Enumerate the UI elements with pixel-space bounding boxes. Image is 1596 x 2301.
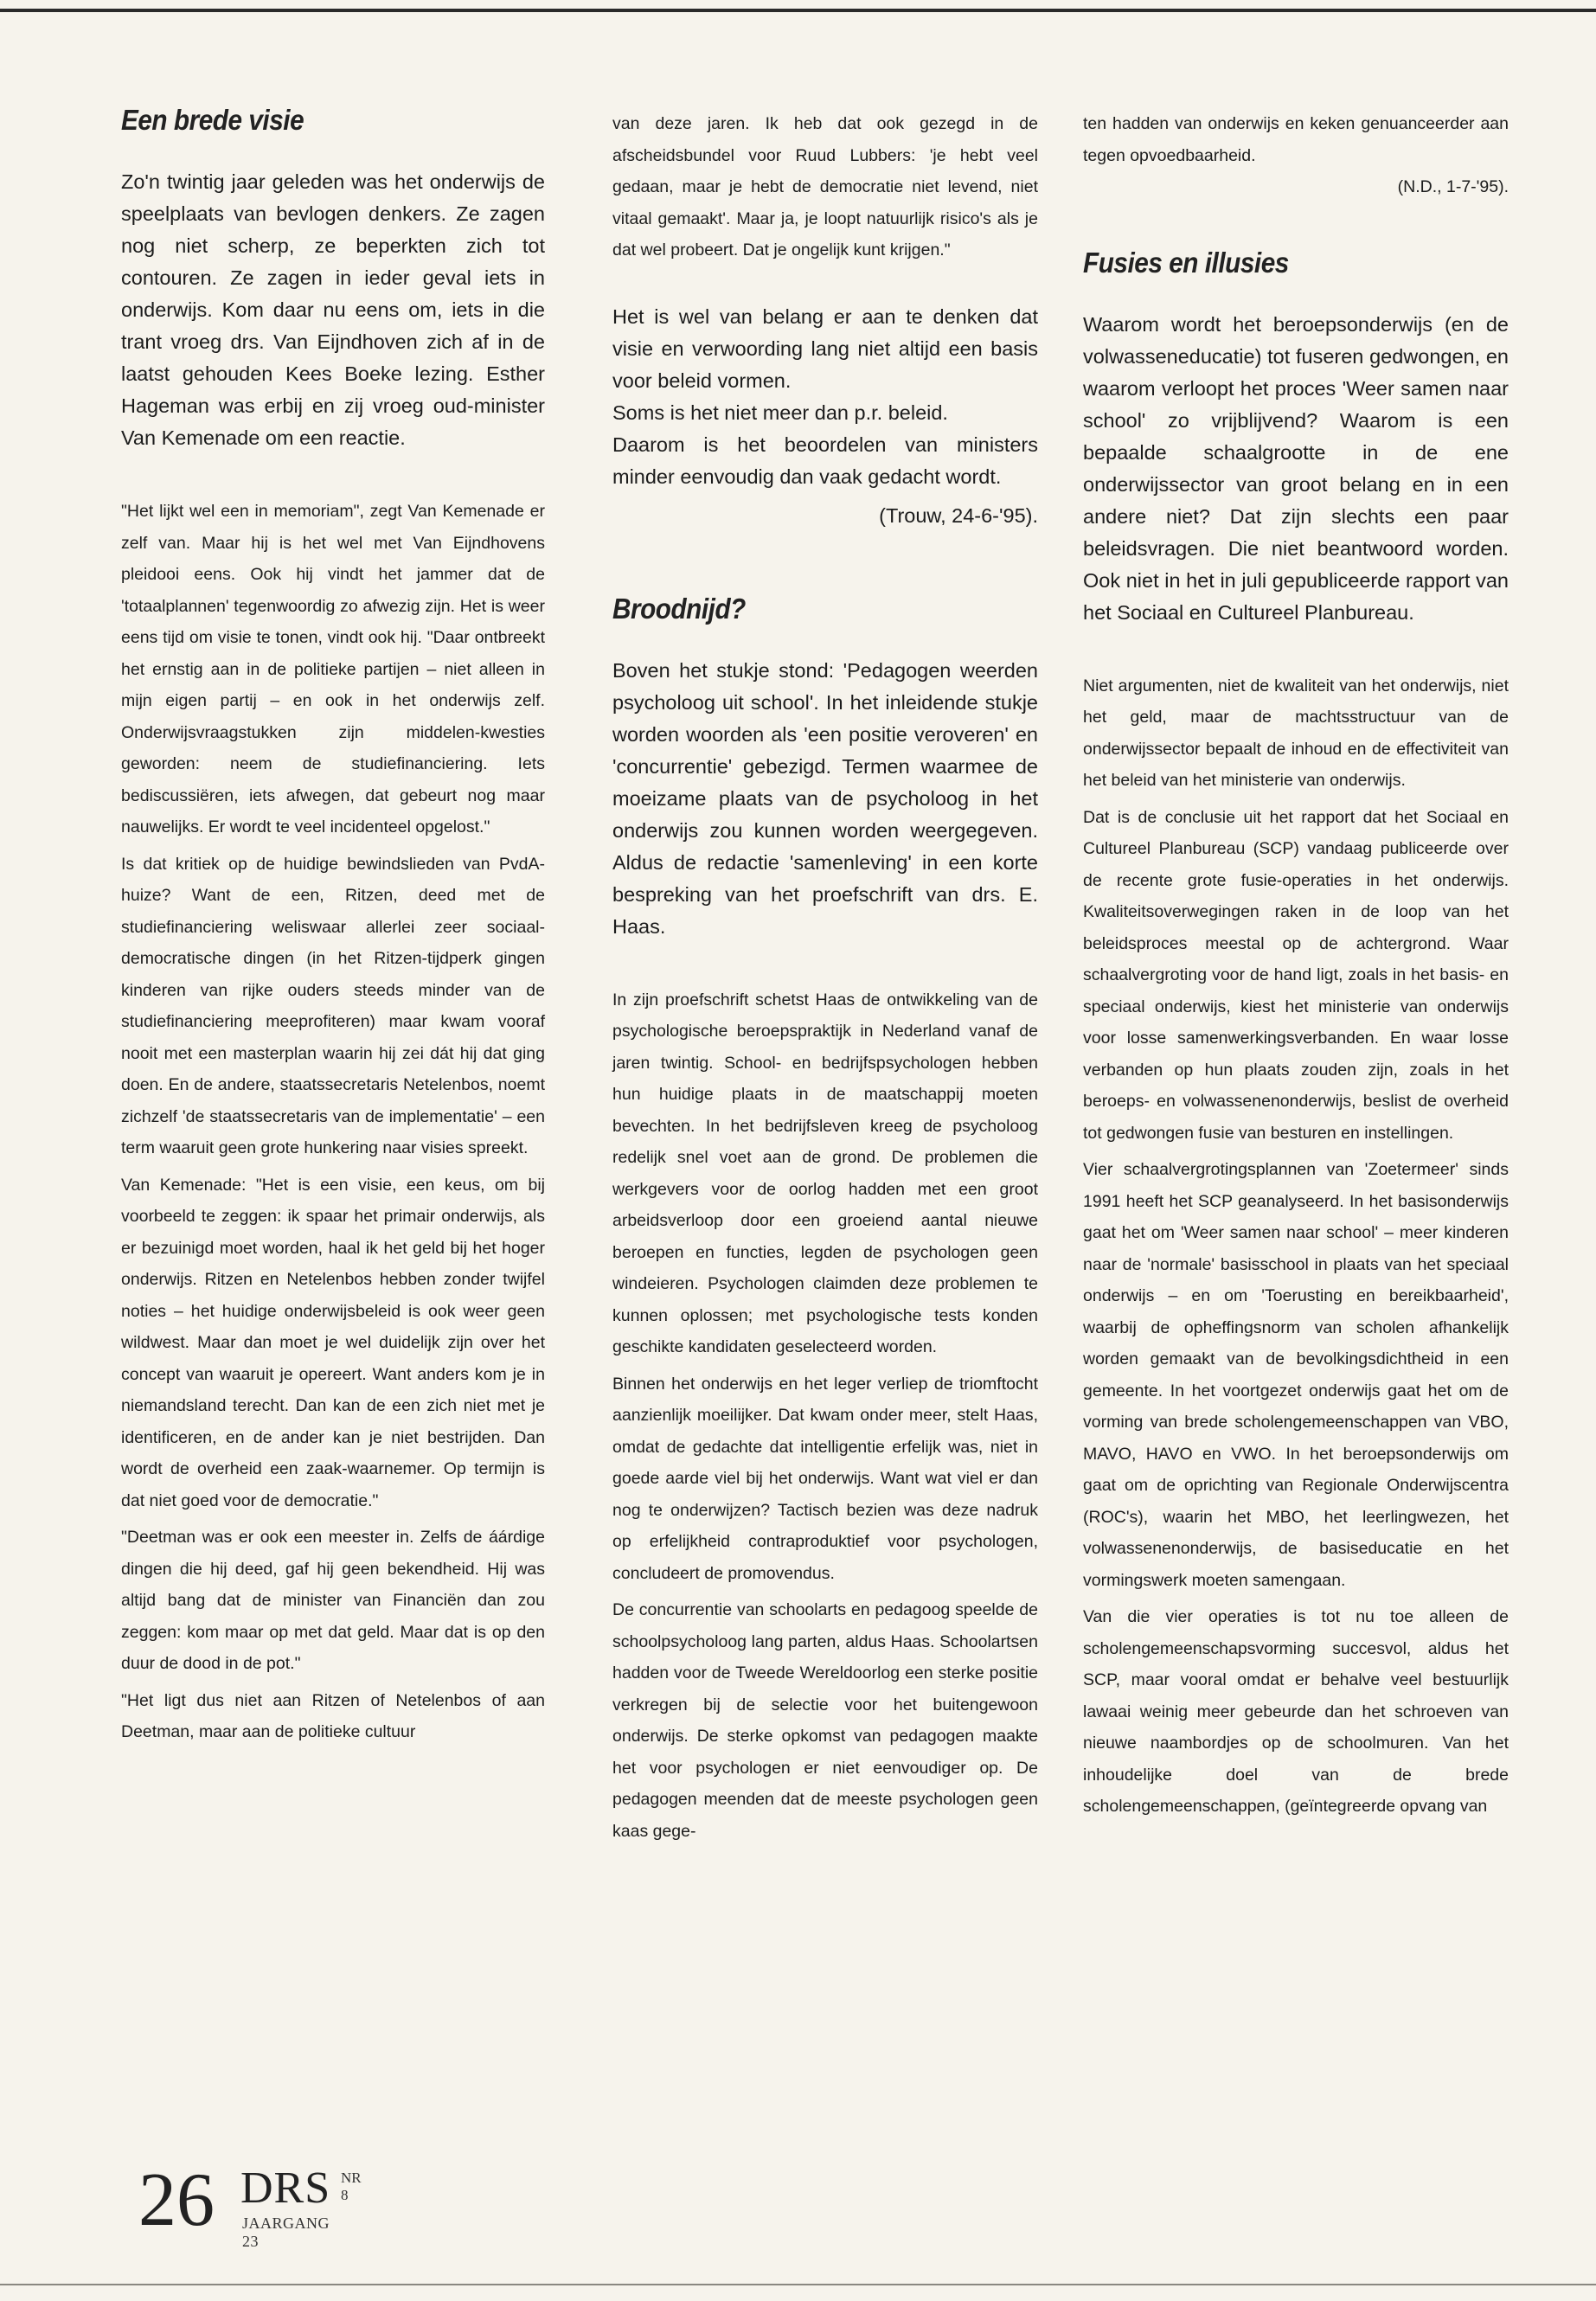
paragraph: Niet argumenten, niet de kwaliteit van het onderwijs, niet het geld, maar de machtsstructuur van de onderwijssector bepaalt de inhoud en de effectiviteit van het beleid van het ministerie van onderwijs. xyxy=(1083,676,1509,790)
section-heading: Een brede visie xyxy=(121,104,304,136)
lead-paragraph: Waarom wordt het beroepsonderwijs (en de volwasseneducatie) tot fuseren gedwongen, en waarom verloopt het proces 'Weer samen naar school' zo vrijblijvend? Waarom is een bepaalde schaalgrootte in de ene onderwijssector van groot belang en in een andere niet? Dat zijn slechts een paar beleidsvragen. Die niet beantwoord worden. Ook niet in het in juli gepubliceerde rapport van het Sociaal en Cultureel Planbureau. xyxy=(1083,312,1509,624)
section-heading: Fusies en illusies xyxy=(1083,246,1289,279)
lead-paragraph: Soms is het niet meer dan p.r. beleid. xyxy=(612,401,948,424)
paragraph: De concurrentie van schoolarts en pedagoog speelde de schoolpsycholoog lang parten, aldus Haas. Schoolartsen hadden voor de Tweede Wereldoorlog een sterke positie verkregen bij de selectie voor het buitengewoon onderwijs. De sterke opkomst van pedagogen maakte het voor psychologen er niet eenvoudiger op. De pedagogen meenden dat de meeste psychologen geen kaas gege- xyxy=(612,1600,1038,1841)
paragraph: "Deetman was er ook een meester in. Zelfs de áárdige dingen die hij deed, gaf hij geen bekendheid. Hij was altijd bang dat de minister van Financiën dan zou zeggen: kom maar op met dat geld. Maar dat is op den duur de dood in de pot." xyxy=(121,1528,545,1673)
bottom-rule xyxy=(0,2284,1596,2285)
paragraph: van deze jaren. Ik heb dat ook gezegd in de afscheidsbundel voor Ruud Lubbers: 'je hebt veel gedaan, maar je hebt de democratie niet levend, niet vitaal gemaakt'. Maar ja, je loopt natuurlijk risico's als je dat wel probeert. Dat je ongelijk kunt krijgen." xyxy=(612,114,1038,260)
paragraph: In zijn proefschrift schetst Haas de ontwikkeling van de psychologische beroepspraktijk in Nederland vanaf de jaren twintig. School- en bedrijfspsychologen hebben hun huidige plaats in de maatschappij moeten bevechten. In het bedrijfsleven kreeg de psycholoog redelijk snel voet aan de grond. De problemen die werkgevers voor de oorlog hadden met een groot arbeidsverloop door een groeiend aantal nieuwe beroepen en functies, legden de psychologen geen windeieren. Psychologen claimden deze problemen te kunnen oplossen; met psychologische tests konden geschikte kandidaten geselecteerd worden. xyxy=(612,990,1038,1356)
paragraph: Dat is de conclusie uit het rapport dat het Sociaal en Cultureel Planbureau (SCP) vandaag publiceerde over de recente grote fusie-operaties in het onderwijs. Kwaliteitsoverwegingen raken in de loop van het beleidsproces meestal op de achtergrond. Waar schaalvergroting voor de hand ligt, zoals in het basis- en speciaal onderwijs, kiest het ministerie van onderwijs voor losse samenwerkingsverbanden. En waar losse verbanden op hun plaats zouden zijn, zoals in het beroeps- en volwassenenonderwijs, beslist de overheid tot gedwongen fusie van besturen en instellingen. xyxy=(1083,807,1509,1143)
paragraph: "Het ligt dus niet aan Ritzen of Netelenbos of aan Deetman, maar aan de politieke cultuur xyxy=(121,1690,545,1741)
lead-paragraph: Zo'n twintig jaar geleden was het onderwijs de speelplaats van bevlogen denkers. Ze zagen nog niet scherp, ze beperkten zich tot contouren. Ze zagen in ieder geval iets in onderwijs. Kom daar nu eens om, iets in die trant vroeg drs. Van Eijndhoven zich af in de laatst gehouden Kees Boeke lezing. Esther Hageman was erbij en zij vroeg oud-minister Van Kemenade om een reactie. xyxy=(121,170,545,449)
lead-paragraph: Het is wel van belang er aan te denken dat visie en verwoording lang niet altijd een basis voor beleid vormen. xyxy=(612,304,1038,392)
issue-label: NR 8 xyxy=(341,2170,362,2203)
magazine-logo: DRS xyxy=(240,2163,331,2213)
paragraph: Vier schaalvergrotingsplannen van 'Zoetermeer' sinds 1991 heeft het SCP geanalyseerd. In het basisonderwijs gaat het om 'Weer samen naar school' – meer kinderen naar de 'normale' basisschool in plaats van het speciaal onderwijs – en om 'Toerusting en bereikbaarheid', waarbij de opheffingsnorm van scholen afhankelijk worden gemaakt van de bevolkingsdichtheid in een gemeente. In het voortgezet onderwijs gaat het om de vorming van brede scholengemeenschappen van VBO, MAVO, HAVO en VWO. In het beroepsonderwijs om gaat om de oprichting van Regionale Onderwijscentra (ROC's), waarin het MBO, het leerlingwezen, het volwassenenonderwijs, de basiseducatie en het vormingswerk moeten samengaan. xyxy=(1083,1160,1509,1590)
paragraph: Binnen het onderwijs en het leger verliep de triomftocht aanzienlijk moeilijker. Dat kwam onder meer, stelt Haas, omdat de gedachte dat intelligentie erfelijk was, niet in goede aarde viel bij het onderwijs. Want wat viel er dan nog te onderwijzen? Tactisch bezien was deze nadruk op erfelijkheid contraproduktief voor psychologen, concludeert de promovendus. xyxy=(612,1374,1038,1583)
paragraph: Van Kemenade: "Het is een visie, een keus, om bij voorbeeld te zeggen: ik spaar het primair onderwijs, als er bezuinigd moet worden, haal ik het geld bij het hoger onderwijs. Ritzen en Netelenbos hebben zonder twijfel noties – het huidige onderwijsbeleid is ook weer geen wildwest. Maar dan moet je wel duidelijk zijn over het concept van waaruit je opereert. Want anders kom je in niemandsland terecht. Dan kan de een zich niet met je identificeren, en de ander kan je niet bestrijden. Dan wordt de overheid een zaak-waarnemer. Op termijn is dat niet goed voor de democratie." xyxy=(121,1175,545,1510)
paragraph: "Het lijkt wel een in memoriam", zegt Van Kemenade er zelf van. Maar hij is het wel met Van Eijndhovens pleidooi eens. Ook hij vindt het jammer dat de 'totaalplannen' tegenwoordig zo afwezig zijn. Het is weer eens tijd om visie te tonen, vindt ook hij. "Daar ontbreekt het ernstig aan in de politieke partijen – niet alleen in mijn eigen partij – en ook in het onderwijs zelf. Onderwijsvraagstukken zijn middelen-kwesties geworden: neem de studiefinanciering. Iets bediscussiëren, iets afwegen, dat gebeurt nog maar nauwelijks. Er wordt te veel incidenteel opgelost." xyxy=(121,502,545,836)
column-2 xyxy=(612,108,1038,1852)
paragraph: ten hadden van onderwijs en keken genuanceerder aan tegen opvoedbaarheid. xyxy=(1083,114,1509,165)
page-number: 26 xyxy=(138,2158,215,2242)
lead-paragraph: Daarom is het beoordelen van ministers minder eenvoudig dan vaak gedacht wordt. xyxy=(612,433,1038,488)
lead-paragraph: Boven het stukje stond: 'Pedagogen weerden psycholoog uit school'. In het inleidende stukje worden woorden als 'een positie veroveren' en 'concurrentie' gebezigd. Termen waarmee de moeizame plaats van de psycholoog in het onderwijs zou kunnen worden weergegeven. Aldus de redactie 'samenleving' in een korte bespreking van het proefschrift van drs. E. Haas. xyxy=(612,658,1038,938)
source-citation: (Trouw, 24-6-'95). xyxy=(879,503,1038,527)
section-heading: Broodnijd? xyxy=(612,592,746,625)
top-rule xyxy=(0,9,1596,12)
column-3 xyxy=(1083,108,1509,1828)
source-citation: (N.D., 1-7-'95). xyxy=(1397,177,1509,196)
paragraph: Van die vier operaties is tot nu toe alleen de scholengemeenschapsvorming succesvol, aldus het SCP, maar vooral omdat er behalve veel bestuurlijk lawaai weinig meer gebeurde dan het schroeven van nieuwe naambordjes op de schoolmuren. Van het inhoudelijke doel van de brede scholengemeenschappen, (geïntegreerde opvang van xyxy=(1083,1607,1509,1816)
volume-label: JAARGANG 23 xyxy=(242,2214,330,2250)
paragraph: Is dat kritiek op de huidige bewindslieden van PvdA-huize? Want de een, Ritzen, deed met de studiefinanciering weliswaar allerlei zeer sociaal-democratische dingen (in het Ritzen-tijdperk gingen kinderen van rijke ouders steeds minder van de studiefinanciering meeprofiteren) maar kwam vooraf nooit met een masterplan waarin hij zei dát hij dat ging doen. En de andere, staatssecretaris Netelenbos, noemt zichzelf 'de staatssecretaris van de implementatie' – een term waaruit geen grote hunkering naar visies spreekt. xyxy=(121,854,545,1157)
column-1 xyxy=(121,104,545,1753)
